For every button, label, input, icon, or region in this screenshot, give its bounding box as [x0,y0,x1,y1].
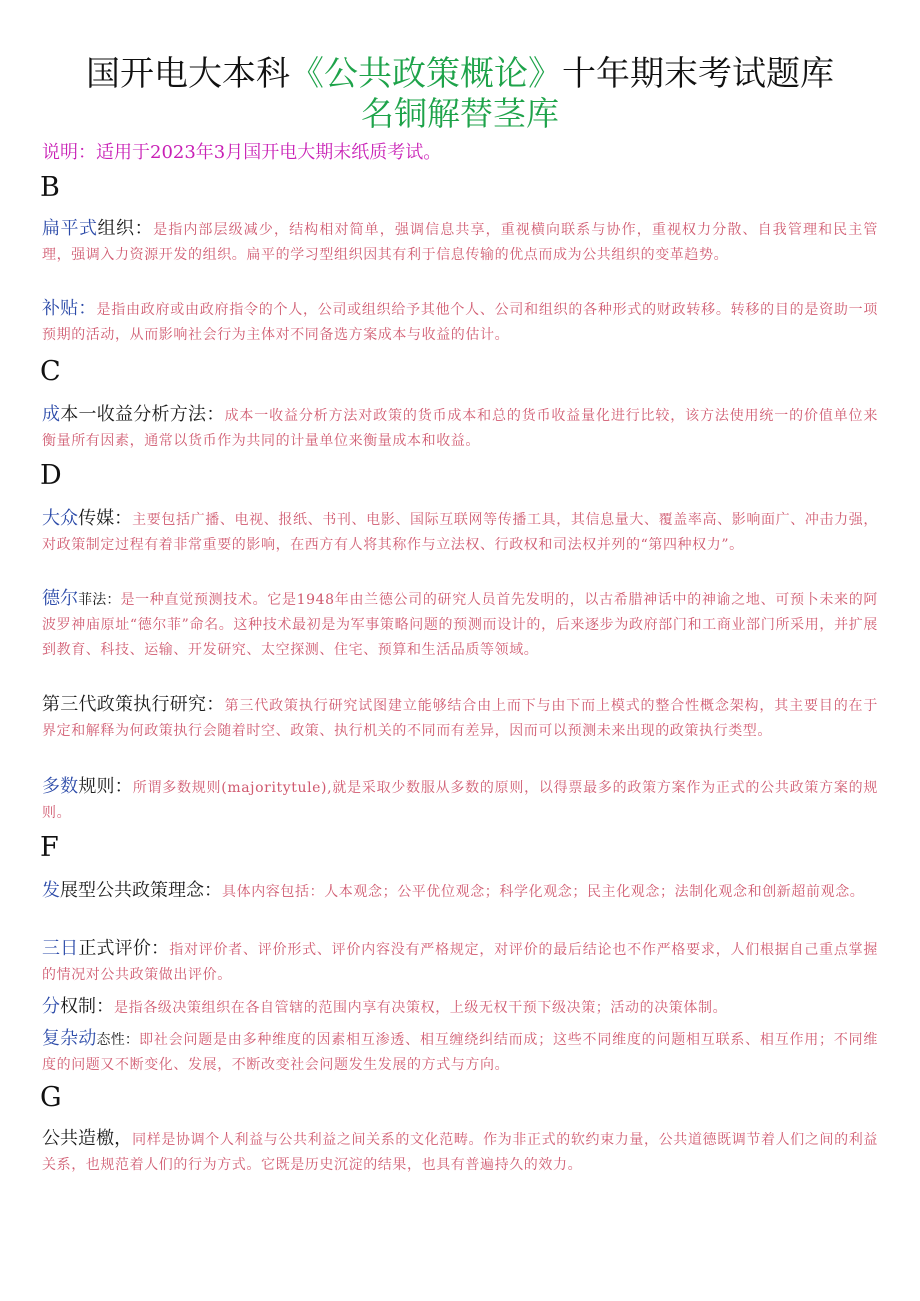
entry-definition: 是指各级决策组织在各自管辖的范围内享有决策权，上级无权干预下级决策；活动的决策体制。 [114,1000,728,1016]
section-letter-g: G [40,1082,62,1113]
usage-note: 说明：适用于2023年3月国开电大期末纸质考试。 [42,142,442,163]
glossary-entry [42,692,878,744]
entry-term: 扁平式组织： [42,218,154,239]
section-letter-c: C [40,356,61,387]
entry-definition: 同样是协调个人利益与公共利益之间关系的文化范畴。作为非正式的软约束力量，公共道德既调节着人们之间的利益关系，也规范着人们的行为方式。它既是历史沉淀的结果，也具有普遍持久的效力。 [42,1132,879,1173]
glossary-entry [42,216,878,268]
document-subtitle: 名铜解替茎库 [361,94,559,133]
entry-definition: 是一种直觉预测技术。它是1948年由兰德公司的研究人员首先发明的，以古希腊神话中的神谕之地、可预卜未来的阿波罗神庙原址“德尔菲”命名。这种技术最初是为军事策略问题的预测而设计的，后来逐步为政府部门和工商业部门所采用，并扩展到教育、科技、运输、开发研究、太空探测、住宅、预算和生活品质等领域。 [42,592,879,658]
glossary-entry [42,402,878,454]
entry-term: 多数规则： [42,776,133,797]
entry-definition: 所谓多数规则(majoritytule),就是采取少数服从多数的原则，以得票最多的政策方案作为正式的公共政策方案的规则。 [42,780,879,821]
glossary-entry [42,774,878,826]
glossary-entry [42,296,878,348]
entry-definition: 指对评价者、评价形式、评价内容没有严格规定，对评价的最后结论也不作严格要求，人们根据自己重点掌握的情况对公共政策做出评价。 [42,942,879,983]
section-letter-d: D [40,460,62,491]
entry-term: 德尔菲法： [42,588,121,609]
section-letter-f: F [40,832,59,863]
glossary-entry [42,1126,878,1178]
title-course-name: 《公共政策概论》 [290,54,562,94]
entry-definition: 成本一收益分析方法对政策的货币成本和总的货币收益量化进行比较，该方法使用统一的价值单位来衡量所有因素，通常以货币作为共同的计量单位来衡量成本和收益。 [42,408,879,449]
title-part-1: 国开电大本科 [86,54,290,94]
section-letter-b: B [40,172,60,203]
entry-definition: 具体内容包括：人本观念；公平优位观念；科学化观念；民主化观念；法制化观念和创新超前观念。 [222,884,865,900]
entry-term: 公共造檄， [42,1128,133,1149]
entry-term: 第三代政策执行研究： [42,694,225,715]
entry-definition: 即社会问题是由多种维度的因素相互渗透、相互缠绕纠结而成；这些不同维度的问题相互联系、相互作用；不同维度的问题又不断变化、发展，不断改变社会问题发生发展的方式与方向。 [42,1032,878,1073]
entry-term: 补贴： [42,298,97,319]
glossary-entry [42,1026,878,1078]
entry-definition: 是指由政府或由政府指令的个人，公司或组织给予其他个人、公司和组织的各种形式的财政转移。转移的目的是资助一项预期的活动，从而影响社会行为主体对不同备选方案成本与收益的估计。 [42,302,879,343]
entry-definition: 是指内部层级减少，结构相对简单，强调信息共享，重视横向联系与协作，重视权力分散、自我管理和民主管理，强调入力资源开发的组织。扁平的学习型组织因其有利于信息传输的优点而成为公共组织的变革趋势。 [42,222,879,263]
entry-definition: 第三代政策执行研究试图建立能够结合由上而下与由下而上模式的整合性概念架构，其主要目的在于界定和解释为何政策执行会随着时空、政策、执行机关的不同而有差异，因而可以预测未来出现的政策执行类型。 [42,698,879,739]
glossary-entry [42,878,878,905]
entry-term: 成本一收益分析方法： [42,404,225,425]
entry-term: 复杂动态性： [42,1028,140,1049]
glossary-entry [42,506,878,558]
entry-term: 发展型公共政策理念： [42,880,222,901]
entry-definition: 主要包括广播、电视、报纸、书刊、电影、国际互联网等传播工具，其信息量大、覆盖率高、影响面广、冲击力强，对政策制定过程有着非常重要的影响，在西方有人将其称作与立法权、行政权和司法权并列的“第四种权力”。 [42,512,879,553]
entry-term: 三日正式评价： [42,938,170,959]
glossary-entry [42,586,878,663]
title-part-3: 十年期末考试题库 [562,54,834,94]
entry-term: 分权制： [42,996,114,1017]
glossary-entry [42,936,878,988]
glossary-entry [42,994,878,1021]
entry-term: 大众传媒： [42,508,133,529]
